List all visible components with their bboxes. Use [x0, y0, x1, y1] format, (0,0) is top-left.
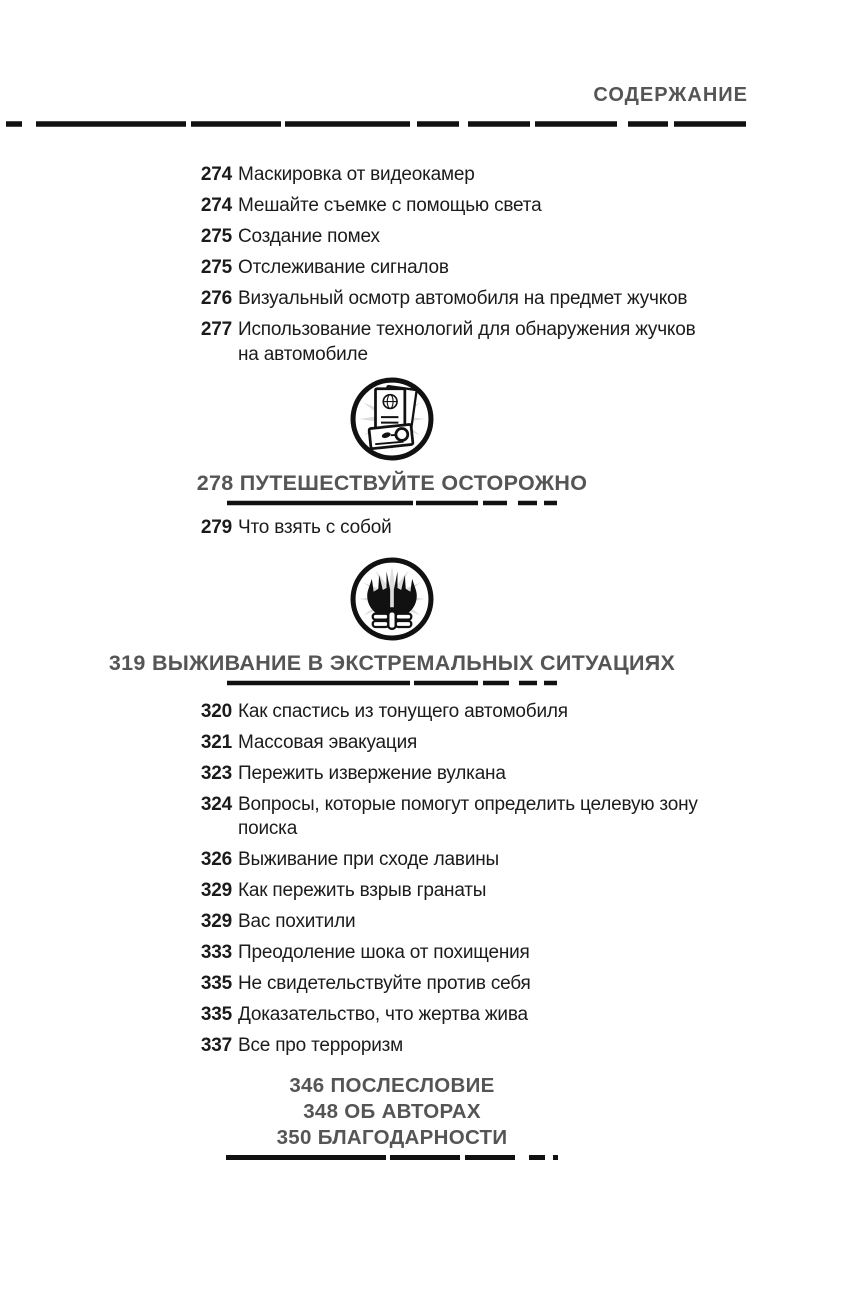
section-title: ПУТЕШЕСТВУЙТЕ ОСТОРОЖНО [239, 471, 588, 495]
entry-page-number: 323 [200, 762, 232, 784]
toc-entry [0, 972, 784, 997]
entry-page-number: 274 [200, 195, 232, 216]
luggage-tag [369, 424, 413, 448]
entry-page-number: 348 [303, 1099, 339, 1123]
rope-binding [373, 611, 412, 628]
entry-title: Все про терроризм [238, 1035, 404, 1056]
section-page-number: 278 [196, 471, 234, 495]
toc-entry [0, 1003, 784, 1028]
toc-entry [0, 225, 784, 250]
entry-page-number: 335 [200, 1004, 232, 1025]
divider-line-survival [227, 680, 557, 686]
entry-page-number: 326 [200, 849, 232, 870]
toc-entry [0, 793, 784, 842]
toc-entry [0, 194, 784, 219]
back-matter-entry [0, 1099, 784, 1125]
entry-title: ПОСЛЕСЛОВИЕ [330, 1073, 495, 1097]
entry-title: Создание помех [238, 226, 380, 247]
toc-block-2 [0, 516, 784, 541]
toc-entry [0, 163, 784, 188]
entry-title: Как спастись из тонущего автомобиля [238, 700, 568, 722]
toc-content [0, 163, 784, 1161]
entry-title: Отслеживание сигналов [238, 257, 449, 278]
entry-title: Вопросы, которые помогут определить целевую зону поиска [238, 793, 698, 839]
entry-title: Массовая эвакуация [238, 731, 418, 753]
entry-title: Вас похитили [238, 911, 356, 932]
entry-title: Мешайте съемке с помощью света [238, 195, 542, 216]
toc-entry [0, 848, 784, 873]
entry-title: Не свидетельствуйте против себя [238, 973, 531, 994]
entry-title: Доказательство, что жертва жива [238, 1004, 528, 1025]
entry-title: БЛАГОДАРНОСТИ [317, 1125, 508, 1149]
toc-block-1 [0, 163, 784, 367]
toc-entry [0, 700, 784, 725]
entry-page-number: 335 [200, 973, 232, 994]
entry-title: Пережить извержение вулкана [238, 762, 506, 784]
survival-section-icon-wrap [348, 555, 436, 648]
entry-page-number: 329 [200, 880, 232, 901]
entry-title: Визуальный осмотр автомобиля на предмет жучков [238, 288, 688, 309]
section-page-number: 319 [108, 650, 146, 675]
entry-page-number: 276 [200, 288, 232, 309]
toc-entry [0, 941, 784, 966]
entry-title: Маскировка от видеокамер [238, 164, 475, 185]
entry-page-number: 329 [200, 911, 232, 932]
toc-entry [0, 910, 784, 935]
entry-page-number: 277 [200, 319, 232, 340]
entry-page-number: 279 [200, 517, 232, 538]
bound-hands-icon [348, 555, 436, 643]
entry-title: Выживание при сходе лавины [238, 849, 499, 870]
travel-section-icon-wrap [348, 375, 436, 468]
entry-page-number: 321 [200, 731, 232, 753]
toc-entry [0, 879, 784, 904]
entry-title: Преодоление шока от похищения [238, 942, 530, 963]
divider-line-bottom [226, 1154, 558, 1161]
toc-entry [0, 256, 784, 281]
back-matter-entry [0, 1125, 784, 1151]
toc-entry [0, 731, 784, 756]
divider-line-top [6, 120, 746, 128]
section-title: ВЫЖИВАНИЕ В ЭКСТРЕМАЛЬНЫХ СИТУАЦИЯХ [151, 650, 676, 675]
divider-line-travel [227, 500, 557, 506]
page-title: СОДЕРЖАНИЕ [593, 84, 748, 106]
section-header-survival [0, 651, 784, 675]
passport-documents-icon [348, 375, 436, 463]
back-matter [0, 1073, 784, 1151]
entry-title: Как пережить взрыв гранаты [238, 880, 487, 901]
entry-page-number: 275 [200, 257, 232, 278]
entry-page-number: 274 [200, 164, 232, 185]
entry-title: ОБ АВТОРАХ [344, 1099, 481, 1123]
toc-block-3 [0, 700, 784, 1059]
toc-entry [0, 287, 784, 312]
entry-title: Что взять с собой [238, 517, 392, 538]
entry-title: Использование технологий для обнаружения жучков на автомобиле [238, 319, 696, 365]
entry-page-number: 320 [200, 700, 232, 722]
toc-entry [0, 318, 784, 367]
entry-page-number: 337 [200, 1035, 232, 1056]
entry-page-number: 350 [276, 1125, 312, 1149]
entry-page-number: 333 [200, 942, 232, 963]
entry-page-number: 346 [289, 1073, 325, 1097]
section-header-travel [0, 471, 784, 495]
toc-entry [0, 1034, 784, 1059]
toc-entry [0, 516, 784, 541]
entry-page-number: 324 [200, 793, 232, 815]
entry-page-number: 275 [200, 226, 232, 247]
back-matter-entry [0, 1073, 784, 1099]
toc-entry [0, 762, 784, 787]
